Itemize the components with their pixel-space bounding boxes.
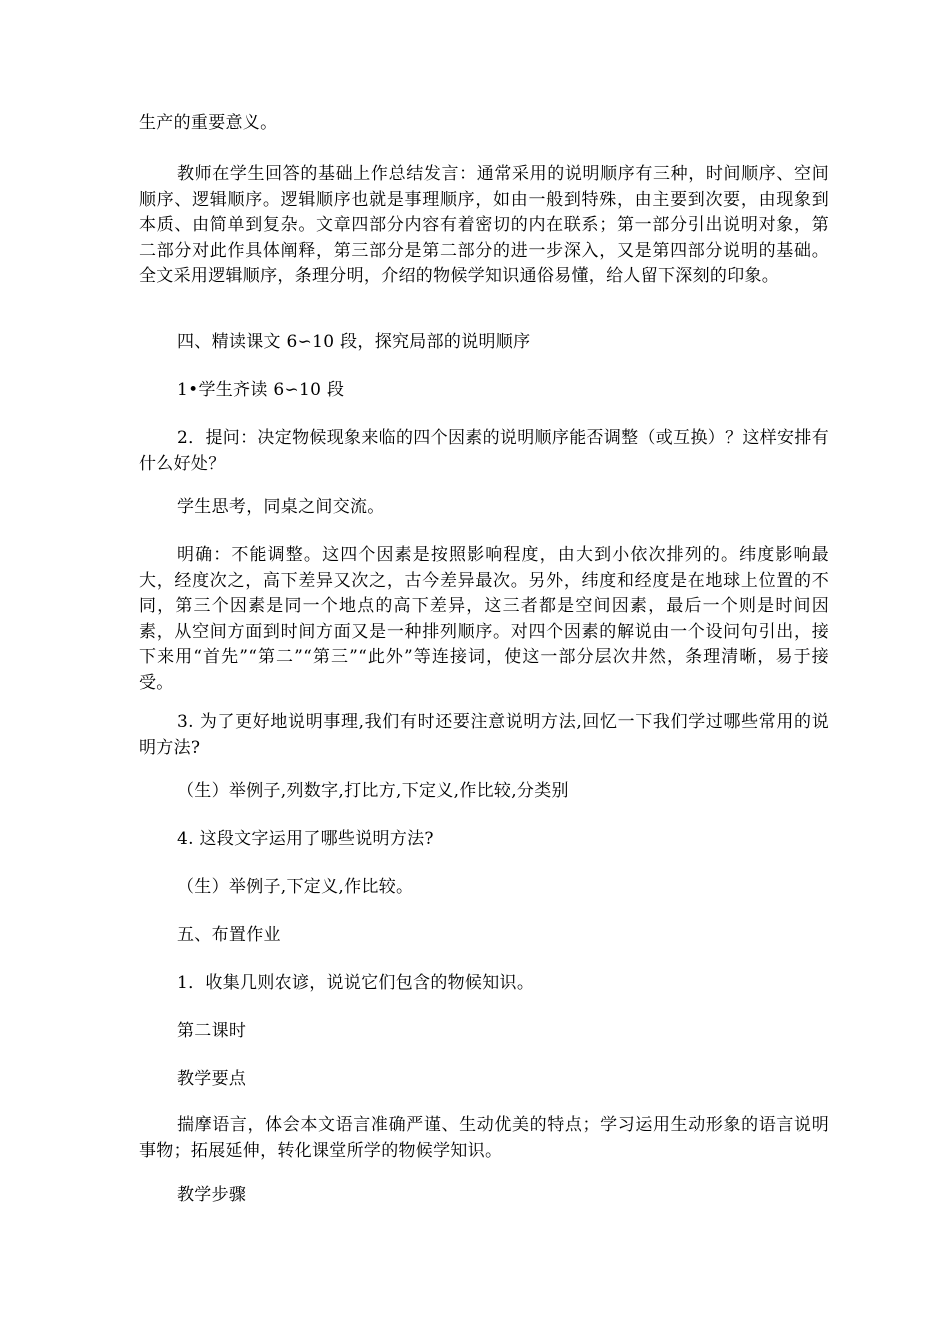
- paragraph-continuation: 生产的重要意义。: [139, 113, 278, 133]
- student-answer-1: （生）举例子,列数字,打比方,下定义,作比较,分类别: [177, 781, 569, 801]
- paragraph-clarification: 明确：不能调整。这四个因素是按照影响程度，由大到小依次排列的。纬度影响最大，经度次之，高下差异又次之，古今差异最次。另外，纬度和经度是在地球上位置的不同，第三个因素是同一个地点的高下差异，这三者都是空间因素，最后一个则是时间因素，从空间方面到时间方面又是一种排列顺序。对四个因素的解说由一个设问句引出，接下来用“首先”“第二”“第三”“此外”等连接词，使这一部分层次井然，条理清晰，易于接受。: [139, 545, 829, 693]
- step-1: 1•学生齐读 6∽10 段: [177, 380, 345, 400]
- step-2-question: 2．提问：决定物候现象来临的四个因素的说明顺序能否调整（或互换）？这样安排有什么好处？: [139, 428, 829, 474]
- heading-teaching-steps: 教学步骤: [177, 1185, 247, 1205]
- step-4-question: 4. 这段文字运用了哪些说明方法?: [177, 829, 434, 849]
- heading-teaching-points: 教学要点: [177, 1069, 247, 1089]
- section-heading-five: 五、布置作业: [177, 925, 281, 945]
- student-answer-2: （生）举例子,下定义,作比较。: [177, 877, 414, 897]
- lesson-heading-second: 第二课时: [177, 1021, 247, 1041]
- paragraph-student-discussion: 学生思考，同桌之间交流。: [177, 497, 385, 517]
- paragraph-teaching-points: 揣摩语言，体会本文语言准确严谨、生动优美的特点；学习运用生动形象的语言说明事物；拓展延伸，转化课堂所学的物候学知识。: [139, 1115, 829, 1161]
- step-3-question: 3. 为了更好地说明事理,我们有时还要注意说明方法,回忆一下我们学过哪些常用的说明方法?: [139, 712, 829, 758]
- paragraph-teacher-summary: 教师在学生回答的基础上作总结发言：通常采用的说明顺序有三种，时间顺序、空间顺序、逻辑顺序。逻辑顺序也就是事理顺序，如由一般到特殊，由主要到次要，由现象到本质、由简单到复杂。文章四部分内容有着密切的内在联系；第一部分引出说明对象，第二部分对此作具体阐释，第三部分是第二部分的进一步深入，又是第四部分说明的基础。全文采用逻辑顺序，条理分明，介绍的物候学知识通俗易懂，给人留下深刻的印象。: [139, 164, 829, 286]
- homework-item-1: 1．收集几则农谚，说说它们包含的物候知识。: [177, 973, 535, 993]
- section-heading-four: 四、精读课文 6∽10 段，探究局部的说明顺序: [177, 332, 531, 352]
